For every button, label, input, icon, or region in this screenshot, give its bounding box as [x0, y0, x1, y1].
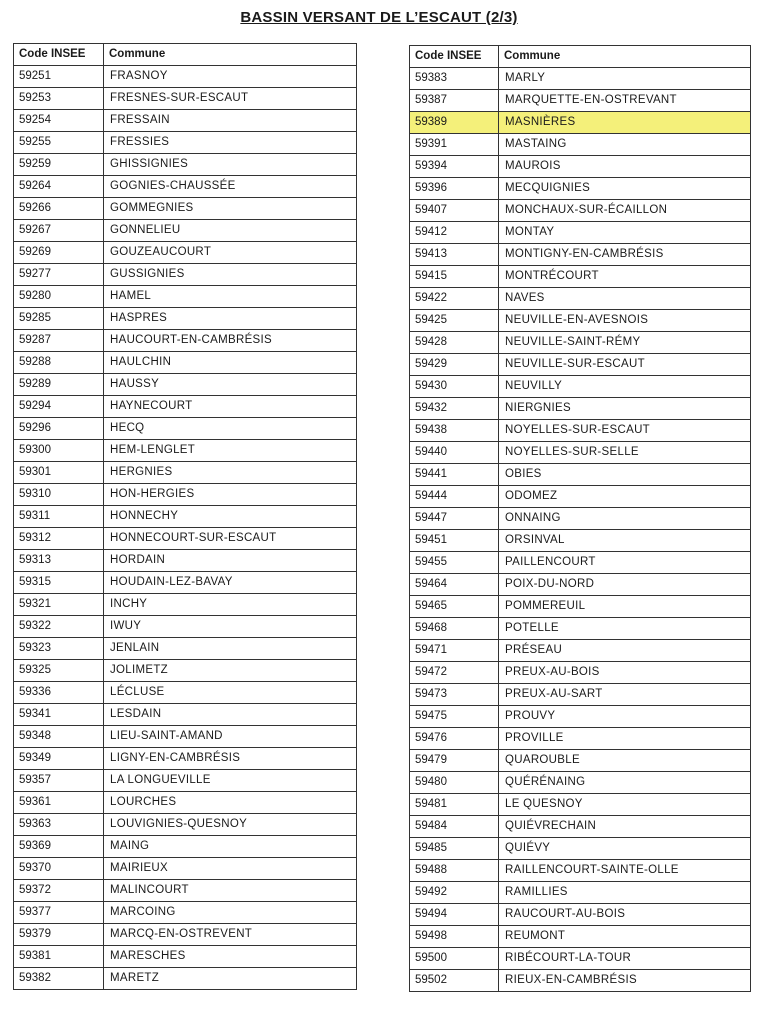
commune-cell: MONCHAUX-SUR-ÉCAILLON [499, 200, 751, 222]
commune-cell: LIEU-SAINT-AMAND [104, 726, 357, 748]
code-insee-cell: 59312 [14, 528, 104, 550]
table-row [410, 354, 751, 376]
table-row [410, 728, 751, 750]
commune-cell: NEUVILLE-EN-AVESNOIS [499, 310, 751, 332]
code-insee-cell: 59492 [410, 882, 499, 904]
table-row [410, 332, 751, 354]
commune-cell: MALINCOURT [104, 880, 357, 902]
table-row [410, 618, 751, 640]
commune-cell: HASPRES [104, 308, 357, 330]
code-insee-cell: 59441 [410, 464, 499, 486]
code-insee-cell: 59277 [14, 264, 104, 286]
table-row [14, 572, 357, 594]
commune-cell: ODOMEZ [499, 486, 751, 508]
table-row [14, 726, 357, 748]
code-insee-cell: 59432 [410, 398, 499, 420]
code-insee-cell: 59348 [14, 726, 104, 748]
commune-cell: PAILLENCOURT [499, 552, 751, 574]
table-row [410, 178, 751, 200]
code-insee-cell: 59430 [410, 376, 499, 398]
commune-cell: QUIÉVRECHAIN [499, 816, 751, 838]
table-row [14, 968, 357, 990]
commune-cell: NOYELLES-SUR-SELLE [499, 442, 751, 464]
commune-cell: MAUROIS [499, 156, 751, 178]
commune-cell: MAING [104, 836, 357, 858]
table-row [14, 814, 357, 836]
code-insee-cell: 59396 [410, 178, 499, 200]
code-insee-cell: 59341 [14, 704, 104, 726]
table-header-row [410, 46, 751, 68]
table-row [14, 638, 357, 660]
commune-cell: FRESSIES [104, 132, 357, 154]
commune-cell: RAILLENCOURT-SAINTE-OLLE [499, 860, 751, 882]
table-row [410, 860, 751, 882]
commune-cell: LESDAIN [104, 704, 357, 726]
commune-cell: QUÉRÉNAING [499, 772, 751, 794]
table-row [410, 266, 751, 288]
code-insee-cell: 59259 [14, 154, 104, 176]
commune-cell: GUSSIGNIES [104, 264, 357, 286]
code-insee-cell: 59285 [14, 308, 104, 330]
code-insee-cell: 59451 [410, 530, 499, 552]
table-row [14, 902, 357, 924]
commune-cell: NOYELLES-SUR-ESCAUT [499, 420, 751, 442]
table-row [410, 948, 751, 970]
code-insee-cell: 59287 [14, 330, 104, 352]
commune-cell: GONNELIEU [104, 220, 357, 242]
commune-cell: LOUVIGNIES-QUESNOY [104, 814, 357, 836]
commune-cell: INCHY [104, 594, 357, 616]
table-row [14, 264, 357, 286]
commune-cell: PRÉSEAU [499, 640, 751, 662]
code-insee-cell: 59288 [14, 352, 104, 374]
code-insee-cell: 59255 [14, 132, 104, 154]
code-insee-cell: 59476 [410, 728, 499, 750]
table-row [14, 748, 357, 770]
table-row [14, 110, 357, 132]
table-body [410, 68, 751, 992]
commune-cell: MASNIÈRES [499, 112, 751, 134]
commune-cell: GHISSIGNIES [104, 154, 357, 176]
table-row [14, 132, 357, 154]
table-row [14, 484, 357, 506]
table-row [410, 464, 751, 486]
code-insee-cell: 59300 [14, 440, 104, 462]
table-row [410, 662, 751, 684]
table-row-highlighted [410, 112, 751, 134]
table-body [14, 66, 357, 990]
commune-cell: LE QUESNOY [499, 794, 751, 816]
code-insee-cell: 59357 [14, 770, 104, 792]
commune-cell: FRESNES-SUR-ESCAUT [104, 88, 357, 110]
code-insee-cell: 59447 [410, 508, 499, 530]
table-row [410, 442, 751, 464]
column-header-commune: Commune [104, 44, 357, 66]
commune-cell: HAUCOURT-EN-CAMBRÉSIS [104, 330, 357, 352]
code-insee-cell: 59428 [410, 332, 499, 354]
code-insee-cell: 59370 [14, 858, 104, 880]
table-row [410, 816, 751, 838]
table-row [14, 880, 357, 902]
table-row [14, 154, 357, 176]
commune-cell: FRASNOY [104, 66, 357, 88]
table-row [410, 134, 751, 156]
table-row [14, 396, 357, 418]
code-insee-cell: 59472 [410, 662, 499, 684]
commune-cell: REUMONT [499, 926, 751, 948]
code-insee-cell: 59468 [410, 618, 499, 640]
table-row [14, 418, 357, 440]
code-insee-cell: 59498 [410, 926, 499, 948]
commune-cell: MARLY [499, 68, 751, 90]
commune-cell: POIX-DU-NORD [499, 574, 751, 596]
commune-cell: LIGNY-EN-CAMBRÉSIS [104, 748, 357, 770]
code-insee-cell: 59473 [410, 684, 499, 706]
commune-cell: LOURCHES [104, 792, 357, 814]
code-insee-cell: 59269 [14, 242, 104, 264]
communes-table-left [13, 43, 357, 990]
table-row [14, 792, 357, 814]
commune-cell: MONTAY [499, 222, 751, 244]
table-row [14, 550, 357, 572]
table-row [410, 200, 751, 222]
code-insee-cell: 59394 [410, 156, 499, 178]
commune-cell: MASTAING [499, 134, 751, 156]
table-row [410, 90, 751, 112]
table-row [410, 376, 751, 398]
page-title: BASSIN VERSANT DE L’ESCAUT (2/3) [240, 9, 518, 26]
table-row [14, 660, 357, 682]
code-insee-cell: 59280 [14, 286, 104, 308]
code-insee-cell: 59391 [410, 134, 499, 156]
code-insee-cell: 59383 [410, 68, 499, 90]
code-insee-cell: 59471 [410, 640, 499, 662]
commune-cell: HORDAIN [104, 550, 357, 572]
code-insee-cell: 59480 [410, 772, 499, 794]
code-insee-cell: 59322 [14, 616, 104, 638]
code-insee-cell: 59267 [14, 220, 104, 242]
commune-cell: NEUVILLE-SAINT-RÉMY [499, 332, 751, 354]
code-insee-cell: 59369 [14, 836, 104, 858]
commune-cell: ORSINVAL [499, 530, 751, 552]
commune-cell: HAMEL [104, 286, 357, 308]
code-insee-cell: 59475 [410, 706, 499, 728]
table-row [14, 616, 357, 638]
code-insee-cell: 59379 [14, 924, 104, 946]
code-insee-cell: 59455 [410, 552, 499, 574]
code-insee-cell: 59315 [14, 572, 104, 594]
commune-cell: HAYNECOURT [104, 396, 357, 418]
column-header-code: Code INSEE [14, 44, 104, 66]
code-insee-cell: 59407 [410, 200, 499, 222]
code-insee-cell: 59372 [14, 880, 104, 902]
table-row [14, 506, 357, 528]
table-row [410, 530, 751, 552]
code-insee-cell: 59313 [14, 550, 104, 572]
commune-cell: RAMILLIES [499, 882, 751, 904]
commune-cell: MARESCHES [104, 946, 357, 968]
table-row [14, 352, 357, 374]
commune-cell: JOLIMETZ [104, 660, 357, 682]
code-insee-cell: 59294 [14, 396, 104, 418]
code-insee-cell: 59440 [410, 442, 499, 464]
table-row [14, 594, 357, 616]
commune-cell: FRESSAIN [104, 110, 357, 132]
table-row [410, 684, 751, 706]
code-insee-cell: 59502 [410, 970, 499, 992]
table-row [14, 242, 357, 264]
code-insee-cell: 59415 [410, 266, 499, 288]
commune-cell: GOGNIES-CHAUSSÉE [104, 176, 357, 198]
table-row [14, 220, 357, 242]
commune-cell: RIEUX-EN-CAMBRÉSIS [499, 970, 751, 992]
table-row [14, 682, 357, 704]
code-insee-cell: 59464 [410, 574, 499, 596]
table-row [14, 88, 357, 110]
table-row [410, 904, 751, 926]
commune-cell: MARCOING [104, 902, 357, 924]
commune-cell: LA LONGUEVILLE [104, 770, 357, 792]
table-row [410, 926, 751, 948]
code-insee-cell: 59381 [14, 946, 104, 968]
code-insee-cell: 59479 [410, 750, 499, 772]
table-row [410, 420, 751, 442]
table-row [14, 462, 357, 484]
commune-cell: HEM-LENGLET [104, 440, 357, 462]
commune-cell: OBIES [499, 464, 751, 486]
table-row [410, 882, 751, 904]
table-row [410, 508, 751, 530]
code-insee-cell: 59484 [410, 816, 499, 838]
code-insee-cell: 59389 [410, 112, 499, 134]
code-insee-cell: 59377 [14, 902, 104, 924]
code-insee-cell: 59465 [410, 596, 499, 618]
commune-cell: PREUX-AU-BOIS [499, 662, 751, 684]
table-row [410, 596, 751, 618]
commune-cell: JENLAIN [104, 638, 357, 660]
table-row [410, 486, 751, 508]
commune-cell: RAUCOURT-AU-BOIS [499, 904, 751, 926]
communes-table-right [409, 45, 751, 992]
code-insee-cell: 59481 [410, 794, 499, 816]
code-insee-cell: 59438 [410, 420, 499, 442]
table-row [14, 924, 357, 946]
commune-cell: MONTRÉCOURT [499, 266, 751, 288]
commune-cell: HAUSSY [104, 374, 357, 396]
commune-cell: NAVES [499, 288, 751, 310]
code-insee-cell: 59336 [14, 682, 104, 704]
code-insee-cell: 59325 [14, 660, 104, 682]
table-row [14, 198, 357, 220]
table-row [410, 772, 751, 794]
code-insee-cell: 59500 [410, 948, 499, 970]
column-header-commune: Commune [499, 46, 751, 68]
table-row [14, 704, 357, 726]
commune-cell: NIERGNIES [499, 398, 751, 420]
code-insee-cell: 59321 [14, 594, 104, 616]
code-insee-cell: 59254 [14, 110, 104, 132]
table-row [14, 770, 357, 792]
commune-cell: NEUVILLY [499, 376, 751, 398]
table-row [14, 946, 357, 968]
commune-cell: QUIÉVY [499, 838, 751, 860]
commune-cell: HAULCHIN [104, 352, 357, 374]
commune-cell: HONNECHY [104, 506, 357, 528]
code-insee-cell: 59429 [410, 354, 499, 376]
commune-cell: GOUZEAUCOURT [104, 242, 357, 264]
code-insee-cell: 59444 [410, 486, 499, 508]
commune-cell: MECQUIGNIES [499, 178, 751, 200]
commune-cell: MARQUETTE-EN-OSTREVANT [499, 90, 751, 112]
code-insee-cell: 59361 [14, 792, 104, 814]
code-insee-cell: 59349 [14, 748, 104, 770]
commune-cell: QUAROUBLE [499, 750, 751, 772]
code-insee-cell: 59488 [410, 860, 499, 882]
code-insee-cell: 59425 [410, 310, 499, 332]
commune-cell: HOUDAIN-LEZ-BAVAY [104, 572, 357, 594]
table-row [410, 68, 751, 90]
commune-cell: HECQ [104, 418, 357, 440]
commune-cell: MARCQ-EN-OSTREVENT [104, 924, 357, 946]
commune-cell: POMMEREUIL [499, 596, 751, 618]
table-row [410, 640, 751, 662]
code-insee-cell: 59301 [14, 462, 104, 484]
code-insee-cell: 59382 [14, 968, 104, 990]
commune-cell: MONTIGNY-EN-CAMBRÉSIS [499, 244, 751, 266]
code-insee-cell: 59413 [410, 244, 499, 266]
code-insee-cell: 59266 [14, 198, 104, 220]
code-insee-cell: 59289 [14, 374, 104, 396]
commune-cell: HON-HERGIES [104, 484, 357, 506]
table-row [410, 970, 751, 992]
commune-cell: MAIRIEUX [104, 858, 357, 880]
commune-cell: MARETZ [104, 968, 357, 990]
code-insee-cell: 59387 [410, 90, 499, 112]
table-row [410, 310, 751, 332]
table-row [410, 552, 751, 574]
commune-cell: PROVILLE [499, 728, 751, 750]
commune-cell: LÉCLUSE [104, 682, 357, 704]
commune-cell: ONNAING [499, 508, 751, 530]
table-row [410, 398, 751, 420]
table-row [410, 706, 751, 728]
code-insee-cell: 59296 [14, 418, 104, 440]
table-row [410, 156, 751, 178]
table-row [14, 308, 357, 330]
table-row [14, 440, 357, 462]
table-row [410, 750, 751, 772]
commune-cell: PROUVY [499, 706, 751, 728]
commune-cell: HERGNIES [104, 462, 357, 484]
table-row [14, 858, 357, 880]
table-row [410, 288, 751, 310]
table-row [410, 244, 751, 266]
code-insee-cell: 59412 [410, 222, 499, 244]
code-insee-cell: 59485 [410, 838, 499, 860]
table-row [14, 176, 357, 198]
table-row [14, 374, 357, 396]
table-row [14, 528, 357, 550]
commune-cell: IWUY [104, 616, 357, 638]
table-row [410, 838, 751, 860]
table-header-row [14, 44, 357, 66]
table-row [14, 66, 357, 88]
table-row [410, 222, 751, 244]
code-insee-cell: 59253 [14, 88, 104, 110]
commune-cell: HONNECOURT-SUR-ESCAUT [104, 528, 357, 550]
code-insee-cell: 59363 [14, 814, 104, 836]
commune-cell: NEUVILLE-SUR-ESCAUT [499, 354, 751, 376]
commune-cell: GOMMEGNIES [104, 198, 357, 220]
table-row [14, 330, 357, 352]
table-row [14, 286, 357, 308]
code-insee-cell: 59323 [14, 638, 104, 660]
column-header-code: Code INSEE [410, 46, 499, 68]
table-row [410, 794, 751, 816]
commune-cell: RIBÉCOURT-LA-TOUR [499, 948, 751, 970]
code-insee-cell: 59251 [14, 66, 104, 88]
code-insee-cell: 59311 [14, 506, 104, 528]
commune-cell: POTELLE [499, 618, 751, 640]
code-insee-cell: 59494 [410, 904, 499, 926]
code-insee-cell: 59264 [14, 176, 104, 198]
commune-cell: PREUX-AU-SART [499, 684, 751, 706]
table-row [14, 836, 357, 858]
table-row [410, 574, 751, 596]
code-insee-cell: 59310 [14, 484, 104, 506]
code-insee-cell: 59422 [410, 288, 499, 310]
